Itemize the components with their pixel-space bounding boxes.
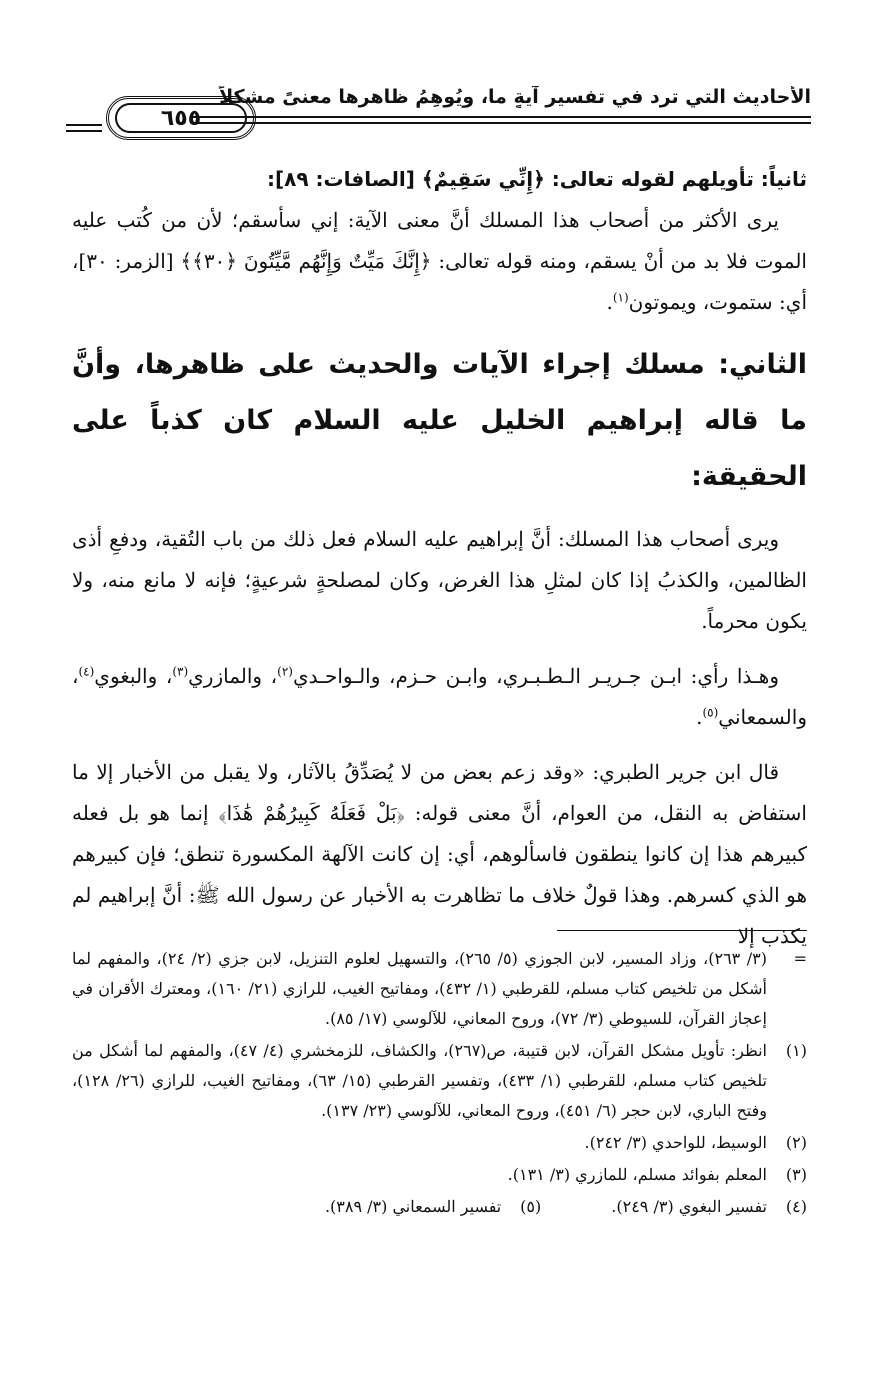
paragraph: ويرى أصحاب هذا المسلك: أنَّ إبراهيم عليه السلام فعل ذلك من باب التُقية، ودفعِ أذى الظالمين، والكذبُ إذا كان لمثلِ هذا الغرض، وكان لمصلحةٍ شرعيةٍ؛ فإنه لا مانع منه، ولا يكون محرماً. (72, 527, 807, 633)
footnote-2 (72, 1128, 807, 1158)
footnote-mark: (٢) (785, 1133, 807, 1152)
page-header (66, 72, 811, 140)
page-number-badge (106, 96, 256, 140)
footnote-text: المعلم بفوائد مسلم، للمازري (٣/ ١٣١). (507, 1165, 767, 1184)
footnote-text: (٣/ ٢٦٣)، وزاد المسير، لابن الجوزي (٥/ ٢٦٥)، والتسهيل لعلوم التنزيل، لابن جزي (٢/ ٢٤)، والمفهم لما أشكل من تلخيص كتاب مسلم، للقرطبي (١/ ٤٣٢)، ومفاتيح الغيب، للرازي (٢١/ ١٦٠)، ومعترك الأقران في إعجاز القرآن، للسيوطي (٣/ ٧٢)، وروح المعاني، للآلوسي (١٧/ ٨٥). (72, 949, 768, 1028)
footnote-text: تفسير السمعاني (٣/ ٣٨٩). (324, 1197, 502, 1216)
footnote-mark: (٣) (785, 1165, 807, 1184)
footnote-text: تفسير البغوي (٣/ ٢٤٩). (611, 1197, 767, 1216)
footnote-continued (72, 944, 807, 1034)
paragraph-text: وهـذا رأي: ابـن جـريـر الـطـبـري، وابـن حـزم، والـواحـدي (292, 664, 779, 688)
footnote-mark: = (793, 949, 807, 968)
footnote-3 (72, 1160, 807, 1190)
footnote-mark: (٥) (520, 1197, 542, 1216)
footnote-ref: (٣) (172, 664, 189, 679)
page-number: ٦٥٥ (115, 103, 247, 133)
paragraph-text: يرى الأكثر من أصحاب هذا المسلك أنَّ معنى الآية: إني سأسقم؛ لأن من كُتب عليه الموت فلا بد من أنْ يسقم، ومنه قوله تعالى: ﴿إِنَّكَ مَيِّتٌ وَإِنَّهُم مَّيِّتُونَ ﴿٣٠﴾﴾ [الزمر: ٣٠]، أي: ستموت، ويموتون (72, 208, 807, 314)
footnote-4-5 (72, 1192, 807, 1222)
footnotes (72, 944, 807, 1222)
header-rule-left (66, 130, 102, 132)
running-title: الأحاديث التي ترد في تفسير آيةٍ ما، ويُوهِمُ ظاهرها معنىً مشكلاً (219, 86, 811, 108)
paragraph-text: . (696, 705, 703, 729)
footnote-text: الوسيط، للواحدي (٣/ ٢٤٢). (584, 1133, 767, 1152)
paragraph-text: . (606, 290, 613, 314)
footnote-ref: (١) (612, 290, 629, 305)
footnote-mark: (٤) (785, 1197, 807, 1216)
header-rule (191, 122, 811, 124)
paragraph-text: ، والبغوي (94, 664, 173, 688)
footnote-text: انظر: تأويل مشكل القرآن، لابن قتيبة، ص(٢٦٧)، والكشاف، للزمخشري (٤/ ٤٧)، والمفهم لما أشكل من تلخيص كتاب مسلم، للقرطبي (١/ ٤٣٣)، وتفسير القرطبي (١٥/ ٦٣)، ومفاتيح الغيب، للرازي (٢٦/ ١٢٨)، وفتح الباري، لابن حجر (٦/ ٤٥١)، وروح المعاني، للآلوسي (٢٣/ ١٣٧). (72, 1041, 768, 1120)
footnote-5 (325, 1192, 541, 1222)
paragraph-text: ، والسمعاني (72, 664, 807, 729)
header-rule (191, 116, 811, 118)
main-text (72, 160, 807, 971)
footnote-mark: (١) (785, 1041, 807, 1060)
paragraph: قال ابن جرير الطبري: «وقد زعم بعض من لا يُصَدِّقُ بالآثار، ولا يقبل من الأخبار إلا ما استفاض به النقل، من العوام، أنَّ معنى قوله: ﴿بَلْ فَعَلَهُ كَبِيرُهُمْ هَٰذَا﴾ إنما هو بل فعله كبيرهم هذا إن كانوا ينطقون فاسألوهم، أي: إن كانت الآلهة المكسورة تنطق؛ فإن كبيرهم هو الذي كسرهم. وهذا قولٌ خلاف ما تظاهرت به الأخبار عن رسول الله ﷺ: أنَّ إبراهيم لم يكذب إلا (72, 760, 807, 948)
footnote-4 (611, 1192, 807, 1222)
footnote-1 (72, 1036, 807, 1126)
footnote-ref: (٤) (78, 664, 95, 679)
paragraph-text: ، والمازري (188, 664, 278, 688)
paragraph (72, 656, 807, 738)
footnote-ref: (٢) (277, 664, 293, 679)
paragraph (72, 200, 807, 323)
section-heading-second-path: الثاني: مسلك إجراء الآيات والحديث على ظاهرها، وأنَّ ما قاله إبراهيم الخليل عليه السلام كان كذباً على الحقيقة: (72, 349, 807, 492)
subheading-second-interpretation: ثانياً: تأويلهم لقوله تعالى: ﴿إِنِّي سَقِيمٌ﴾ [الصافات: ٨٩]: (266, 167, 807, 191)
header-rule-left (66, 124, 102, 126)
footnote-ref: (٥) (702, 705, 719, 720)
footnote-separator (557, 930, 807, 931)
